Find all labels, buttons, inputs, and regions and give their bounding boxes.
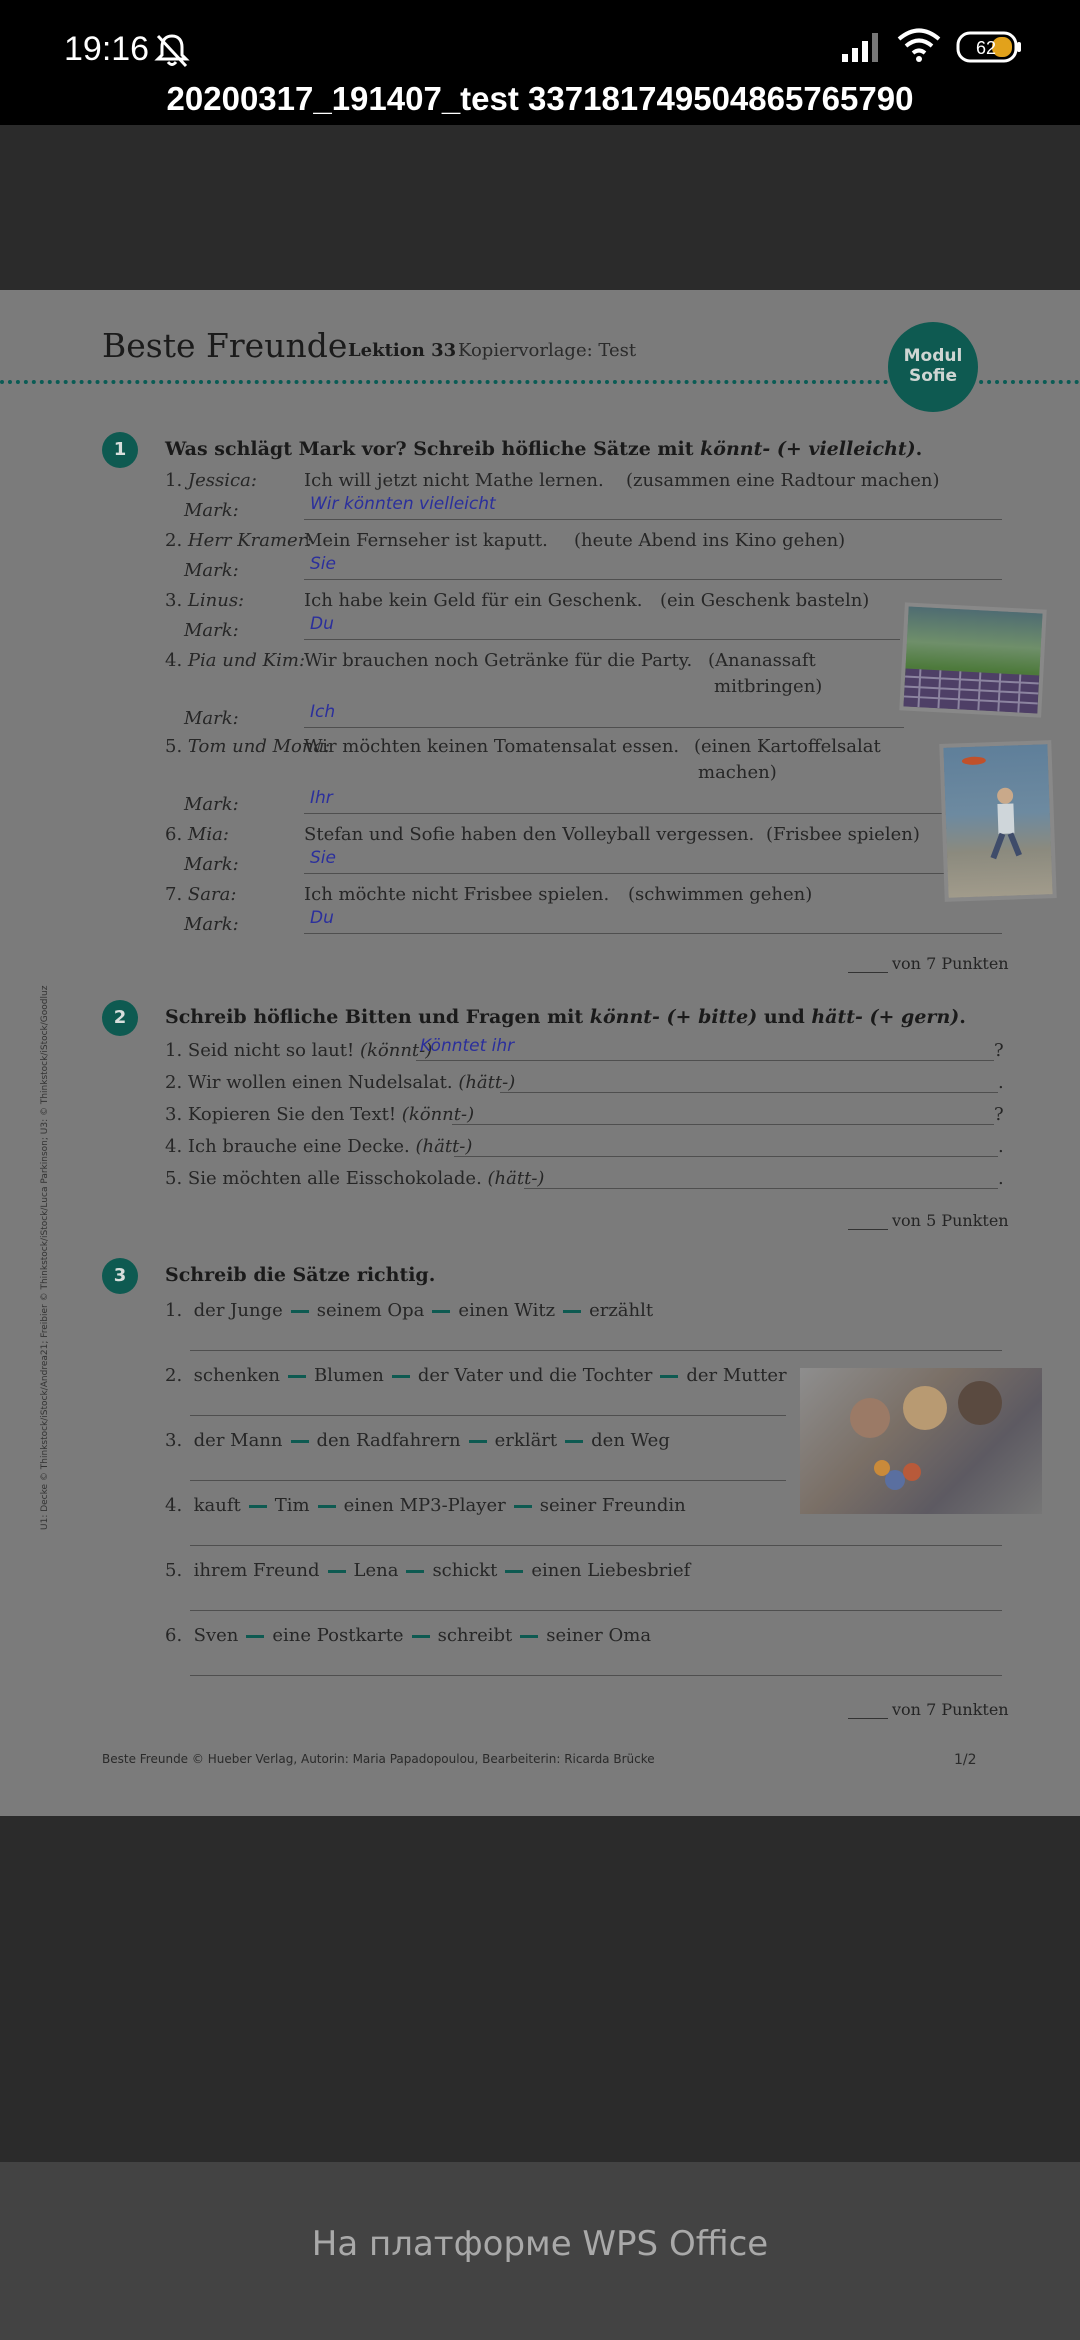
ex1-item-2-answer-line <box>304 579 1002 580</box>
ex1-item-3-sentence: Ich habe kein Geld für ein Geschenk. <box>304 590 643 611</box>
modul-badge-line1: Modul <box>903 346 963 366</box>
ex1-item-7-sentence: Ich möchte nicht Frisbee spielen. <box>304 884 610 905</box>
exercise-1-number: 1 <box>102 432 138 468</box>
ex1-item-7-answer-line <box>304 933 1002 934</box>
ex3-item-6: 6. Sven eine Postkarte schreibt seiner Oma <box>165 1625 652 1646</box>
lesson-label: Lektion 33 <box>348 340 457 361</box>
ex1-item-5-speaker: 5. Tom und Mona: <box>165 736 331 757</box>
ex2-item-1: 1. Seid nicht so laut! (könnt-) <box>165 1040 433 1061</box>
ex3-item-3-answer-line[interactable] <box>190 1480 786 1481</box>
signal-icon <box>840 30 882 64</box>
ex2-item-4: 4. Ich brauche eine Decke. (hätt-) <box>165 1136 473 1157</box>
ex3-item-6-answer-line[interactable] <box>190 1675 1002 1676</box>
modul-badge <box>888 322 978 412</box>
ex2-item-1-answer[interactable]: Könntet ihr <box>420 1036 515 1056</box>
ex1-item-2-hint: (heute Abend ins Kino gehen) <box>574 530 846 551</box>
ex1-item-4-sentence: Wir brauchen noch Getränke für die Party. <box>304 650 693 671</box>
wps-label: На платформе WPS Office <box>311 2224 769 2264</box>
ex2-item-1-end: ? <box>994 1040 1004 1061</box>
page-number: 1/2 <box>954 1752 977 1768</box>
ex3-item-5: 5. ihrem Freund Lena schickt einen Liebesbrief <box>165 1560 691 1581</box>
ex1-item-7-speaker: 7. Sara: <box>165 884 237 905</box>
ex1-item-5-sentence: Wir möchten keinen Tomatensalat essen. <box>304 736 680 757</box>
exercise-3-title: Schreib die Sätze richtig. <box>165 1264 436 1286</box>
ex3-item-4-answer-line[interactable] <box>190 1545 1002 1546</box>
exercise-2-number: 2 <box>102 1000 138 1036</box>
ex3-score: von 7 Punkten <box>892 1700 1009 1719</box>
mute-icon <box>152 30 192 70</box>
frisbee-player-icon <box>943 744 1052 898</box>
copy-template-label: Kopiervorlage: Test <box>458 340 637 361</box>
viewer-background-bottom <box>0 1816 1080 2162</box>
ex1-item-6-speaker: 6. Mia: <box>165 824 229 845</box>
ex2-item-3-answer-line[interactable] <box>452 1124 994 1125</box>
book-title: Beste Freunde <box>102 326 348 365</box>
ex1-item-4-speaker: 4. Pia und Kim: <box>165 650 306 671</box>
ex1-item-6-mark-label: Mark: <box>184 854 239 875</box>
ex1-item-4-mark-label: Mark: <box>184 708 239 729</box>
ex2-item-3-end: ? <box>994 1104 1004 1125</box>
status-bar <box>0 0 1080 125</box>
ex1-item-3-mark-label: Mark: <box>184 620 239 641</box>
file-title: 20200317_191407_test 337181749504865765790 <box>166 80 914 117</box>
ex1-item-5-answer[interactable]: Ihr <box>310 788 333 808</box>
footer-credit: Beste Freunde © Hueber Verlag, Autorin: Maria Papadopoulou, Bearbeiterin: Ricarda Brücke <box>102 1752 655 1766</box>
family-flowers-icon <box>800 1368 1042 1514</box>
status-time: 19:16 <box>64 30 150 68</box>
ex3-score-blank[interactable] <box>848 1718 888 1719</box>
ex1-item-3-answer[interactable]: Du <box>310 614 334 634</box>
ex2-item-2: 2. Wir wollen einen Nudelsalat. (hätt-) <box>165 1072 516 1093</box>
ex1-item-1-sentence: Ich will jetzt nicht Mathe lernen. <box>304 470 604 491</box>
ex2-item-5-answer-line[interactable] <box>524 1188 998 1189</box>
ex3-item-5-answer-line[interactable] <box>190 1610 1002 1611</box>
ex1-item-2-mark-label: Mark: <box>184 560 239 581</box>
battery-icon <box>956 30 1022 64</box>
wifi-icon <box>896 26 942 64</box>
ex2-item-4-end: . <box>998 1136 1004 1157</box>
ex1-item-1-answer-line <box>304 519 1002 520</box>
frisbee-photo <box>943 744 1052 898</box>
battery-level: 62 <box>975 38 997 58</box>
ex2-item-4-answer-line[interactable] <box>454 1156 998 1157</box>
ex3-item-1-answer-line[interactable] <box>190 1350 1002 1351</box>
ex1-item-3-hint: (ein Geschenk basteln) <box>660 590 870 611</box>
ex1-item-4-hint: (Ananassaft <box>708 650 816 671</box>
ex3-item-2-answer-line[interactable] <box>190 1415 786 1416</box>
ex3-item-2: 2. schenken Blumen der Vater und die Tochter der Mutter <box>165 1365 787 1386</box>
ex3-item-4: 4. kauft Tim einen MP3-Player seiner Freundin <box>165 1495 686 1516</box>
ex2-item-3: 3. Kopieren Sie den Text! (könnt-) <box>165 1104 475 1125</box>
ex1-item-2-speaker: 2. Herr Kramer: <box>165 530 313 551</box>
ex3-item-3: 3. der Mann den Radfahrern erklärt den Weg <box>165 1430 670 1451</box>
picnic-photo <box>903 607 1042 714</box>
ex2-score-blank[interactable] <box>848 1229 888 1230</box>
ex3-item-1: 1. der Junge seinem Opa einen Witz erzählt <box>165 1300 654 1321</box>
ex2-score: von 5 Punkten <box>892 1211 1009 1230</box>
exercise-2-title: Schreib höfliche Bitten und Fragen mit könnt- (+ bitte) und hätt- (+ gern). <box>165 1006 966 1028</box>
ex1-item-2-sentence: Mein Fernseher ist kaputt. <box>304 530 548 551</box>
ex1-score: von 7 Punkten <box>892 954 1009 973</box>
ex1-item-6-sentence: Stefan und Sofie haben den Volleyball vergessen. <box>304 824 755 845</box>
ex1-item-5-answer-line <box>304 813 944 814</box>
ex2-item-5-end: . <box>998 1168 1004 1189</box>
viewer-background-top <box>0 125 1080 290</box>
ex1-item-3-answer-line <box>304 639 900 640</box>
modul-badge-line2: Sofie <box>908 366 958 386</box>
exercise-3-number: 3 <box>102 1258 138 1294</box>
picnic-blanket-icon <box>903 607 1042 714</box>
wps-banner[interactable] <box>0 2162 1080 2340</box>
ex1-item-6-answer[interactable]: Sie <box>310 848 336 868</box>
ex1-item-5-hint: (einen Kartoffelsalat <box>694 736 881 757</box>
ex1-item-6-answer-line <box>304 873 944 874</box>
family-photo <box>800 1368 1042 1514</box>
ex1-item-1-answer[interactable]: Wir könnten vielleicht <box>310 494 496 514</box>
ex2-item-5: 5. Sie möchten alle Eisschokolade. (hätt-) <box>165 1168 545 1189</box>
ex1-item-2-answer[interactable]: Sie <box>310 554 336 574</box>
ex2-item-2-end: . <box>998 1072 1004 1093</box>
ex2-item-2-answer-line[interactable] <box>500 1092 998 1093</box>
document-page[interactable] <box>0 290 1080 1816</box>
ex1-item-6-hint: (Frisbee spielen) <box>766 824 920 845</box>
ex1-item-3-speaker: 3. Linus: <box>165 590 245 611</box>
exercise-1-title: Was schlägt Mark vor? Schreib höfliche Sätze mit könnt- (+ vielleicht). <box>165 438 923 460</box>
side-photo-credit: U1: Decke © Thinkstock/iStock/Andrea21; Freibier © Thinkstock/iStock/Luca Parkinson; U3: © Thinkstock/iStock/Goodluz <box>40 985 50 1530</box>
ex1-item-5-hint-cont: machen) <box>698 762 777 783</box>
ex1-score-blank[interactable] <box>848 972 888 973</box>
ex1-item-1-mark-label: Mark: <box>184 500 239 521</box>
ex1-item-4-answer-line <box>304 727 904 728</box>
ex1-item-4-answer[interactable]: Ich <box>310 702 336 722</box>
ex1-item-4-hint-cont: mitbringen) <box>714 676 823 697</box>
ex1-item-5-mark-label: Mark: <box>184 794 239 815</box>
ex1-item-7-answer[interactable]: Du <box>310 908 334 928</box>
ex1-item-1-hint: (zusammen eine Radtour machen) <box>626 470 940 491</box>
ex1-item-7-hint: (schwimmen gehen) <box>628 884 813 905</box>
ex2-item-1-answer-line <box>416 1060 994 1061</box>
ex1-item-7-mark-label: Mark: <box>184 914 239 935</box>
ex1-item-1-speaker: 1. Jessica: <box>165 470 257 491</box>
